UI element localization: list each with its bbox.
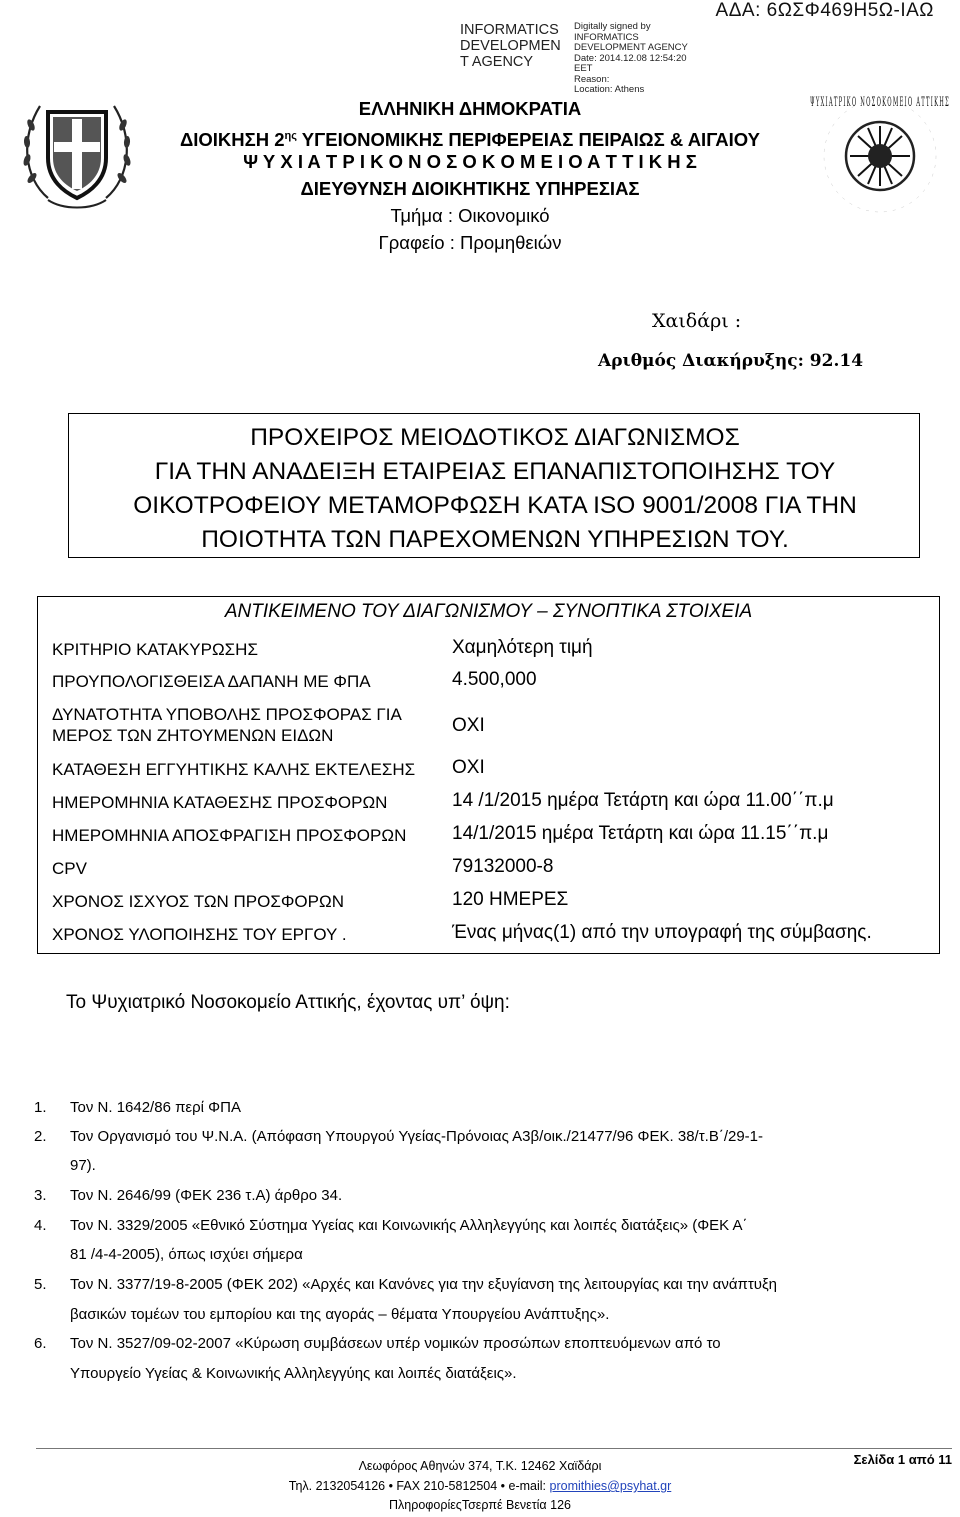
- summary-heading: ΑΝΤΙΚΕΙΜΕΝΟ ΤΟΥ ΔΙΑΓΩΝΙΣΜΟΥ – ΣΥΝΟΠΤΙΚΑ ΣΤΟΙΧΕΙΑ: [224, 601, 753, 622]
- footer-contact: Τηλ. 2132054126 • FAX 210-5812504 • e-mail: promithies@psyhat.gr: [288, 1479, 672, 1493]
- tender-number: Αριθμός Διακήρυξης: 92.14: [598, 351, 864, 371]
- intro-text: Το Ψυχιατρικό Νοσοκομείο Αττικής, έχοντας υπ’ όψη:: [66, 992, 510, 1013]
- summary-label: ΔΥΝΑΤΟΤΗΤΑ ΥΠΟΒΟΛΗΣ ΠΡΟΣΦΟΡΑΣ ΓΙΑ: [52, 705, 402, 724]
- summary-value: 120 ΗΜΕΡΕΣ: [452, 889, 569, 910]
- summary-value: 14 /1/2015 ημέρα Τετάρτη και ώρα 11.00΄΄π.μ: [452, 790, 834, 811]
- title-line-4: ΠΟΙΟΤΗΤΑ ΤΩΝ ΠΑΡΕΧΟΜΕΝΩΝ ΥΠΗΡΕΣΙΩΝ ΤΟΥ.: [201, 526, 789, 553]
- summary-value: Χαμηλότερη τιμή: [452, 637, 593, 658]
- summary-label: ΧΡΟΝΟΣ ΙΣΧΥΟΣ ΤΩΝ ΠΡΟΣΦΟΡΩΝ: [52, 892, 344, 911]
- summary-label: ΧΡΟΝΟΣ ΥΛΟΠΟΙΗΣΗΣ ΤΟΥ ΕΡΓΟΥ .: [52, 925, 347, 944]
- summary-value: ΟΧΙ: [452, 715, 485, 736]
- footer-info: ΠληροφορίεςΤσερπέ Βενετία 126: [389, 1498, 571, 1512]
- header-administration: ΔΙΟΙΚΗΣΗ $2^{\eta\varsigma}$ ΥΓΕΙΟΝΟΜΙΚΗΣ ΠΕΡΙΦΕΡΕΙΑΣ ΠΕΙΡΑΙΩΣ & ΑΙΓΑΙΟΥ: [179, 129, 761, 150]
- summary-label: CPV: [52, 859, 87, 878]
- summary-label-cont: ΜΕΡΟΣ ΤΩΝ ΖΗΤΟΥΜΕΝΩΝ ΕΙΔΩΝ: [52, 726, 334, 745]
- title-line-2: ΓΙΑ ΤΗΝ ΑΝΑΔΕΙΞΗ ΕΤΑΙΡΕΙΑΣ ΕΠΑΝΑΠΙΣΤΟΠΟΙΗΣΗΣ ΤΟΥ: [154, 458, 836, 485]
- summary-label: ΚΡΙΤΗΡΙΟ ΚΑΤΑΚΥΡΩΣΗΣ: [52, 640, 258, 659]
- header-office: Γραφείο : Προμηθειών: [378, 232, 562, 253]
- summary-label: ΠΡΟΥΠΟΛΟΓΙΣΘΕΙΣΑ ΔΑΠΑΝΗ ΜΕ ΦΠΑ: [52, 672, 371, 691]
- summary-label: ΗΜΕΡΟΜΗΝΙΑ ΑΠΟΣΦΡΑΓΙΣΗ ΠΡΟΣΦΟΡΩΝ: [52, 826, 407, 845]
- header-republic: ΕΛΛΗΝΙΚΗ ΔΗΜΟΚΡΑΤΙΑ: [358, 98, 582, 119]
- summary-value: 79132000-8: [452, 856, 554, 877]
- summary-label: ΗΜΕΡΟΜΗΝΙΑ ΚΑΤΑΘΕΣΗΣ ΠΡΟΣΦΟΡΩΝ: [52, 793, 388, 812]
- summary-label: ΚΑΤΑΘΕΣΗ ΕΓΓΥΗΤΙΚΗΣ ΚΑΛΗΣ ΕΚΤΕΛΕΣΗΣ: [52, 760, 416, 779]
- footer-address: Λεωφόρος Αθηνών 374, Τ.Κ. 12462 Χαϊδάρι: [358, 1459, 602, 1473]
- header-hospital: Ψ Υ Χ Ι Α Τ Ρ Ι Κ Ο Ν Ο Σ Ο Κ Ο Μ Ε Ι Ο Α Τ Τ Ι Κ Η Σ: [243, 151, 697, 172]
- email-link[interactable]: promithies@psyhat.gr: [549, 1479, 672, 1493]
- seal-text: ΨΥΧΙΑΤΡΙΚΟ ΝΟΣΟΚΟΜΕΙΟ ΑΤΤΙΚΗΣ: [810, 95, 950, 110]
- summary-value: 4.500,000: [452, 669, 537, 690]
- greek-coat-of-arms-icon: [18, 88, 136, 214]
- header-department: Τμήμα : Οικονομικό: [390, 205, 550, 226]
- page-number: Σελίδα 1 από 11: [853, 1452, 952, 1467]
- title-line-3: ΟΙΚΟΤΡΟΦΕΙΟΥ ΜΕΤΑΜΟΡΦΩΣΗ ΚΑΤΑ ISO 9001/2008 ΓΙΑ ΤΗΝ: [133, 492, 857, 519]
- digital-signature-details: Digitally signed by INFORMATICS DEVELOPMENT AGENCY Date: 2014.12.08 12:54:20 EET Reason: Location: Athens: [574, 21, 688, 95]
- summary-value: 14/1/2015 ημέρα Τετάρτη και ώρα 11.15΄΄π.μ: [452, 823, 829, 844]
- summary-value: ΟΧΙ: [452, 757, 485, 778]
- title-line-1: ΠΡΟΧΕΙΡΟΣ ΜΕΙΟΔΟΤΙΚΟΣ ΔΙΑΓΩΝΙΣΜΟΣ: [250, 424, 740, 451]
- header-directorate: ΔΙΕΥΘΥΝΣΗ ΔΙΟΙΚΗΤΙΚΗΣ ΥΠΗΡΕΣΙΑΣ: [300, 178, 640, 199]
- city-date: Χαιδάρι :: [652, 310, 742, 332]
- footer-divider: [36, 1448, 952, 1449]
- summary-value: Ένας μήνας(1) από την υπογραφή της σύμβασης.: [452, 922, 872, 943]
- hospital-seal-icon: [804, 92, 956, 220]
- digital-signature-name: INFORMATICS DEVELOPMEN T AGENCY: [460, 22, 561, 70]
- ada-code: ΑΔΑ: 6ΩΣΦ469Η5Ω-ΙΑΩ: [715, 0, 934, 21]
